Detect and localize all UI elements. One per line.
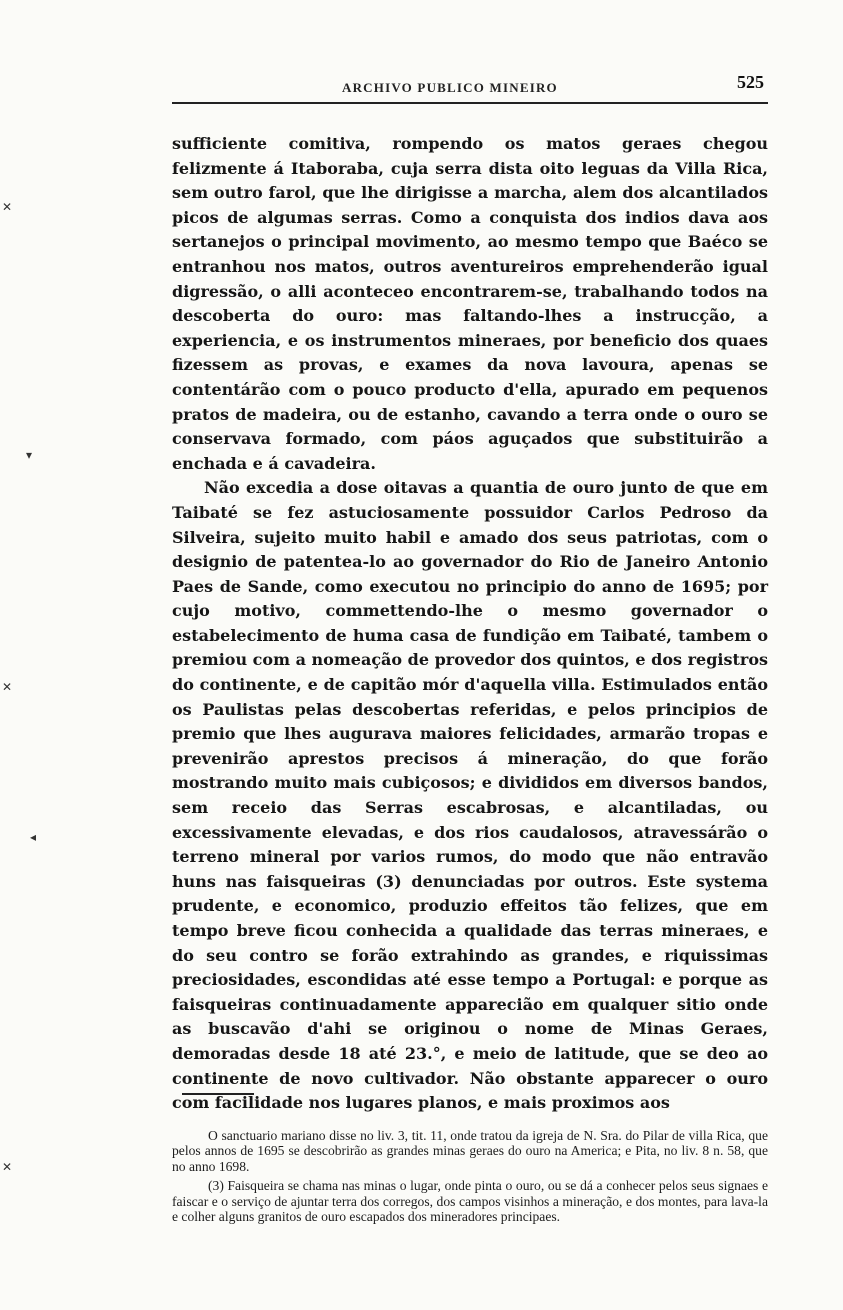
page-header [172, 72, 768, 106]
body-text [172, 132, 768, 1116]
header-rule [172, 102, 768, 104]
running-title: ARCHIVO PUBLICO MINEIRO [342, 80, 558, 95]
footnote-rule [182, 1093, 254, 1095]
margin-mark: ✕ [2, 200, 13, 214]
margin-mark: ✕ [2, 680, 13, 694]
page-number: 525 [737, 72, 764, 92]
paragraph-2: Não excedia a dose oitavas a quantia de ouro junto de que em Taibaté se fez astuciosamente possuidor Carlos Pedroso da Silveira, sujeito muito habil e amado dos seus patriotas, com o designio de patentea-lo ao governador do Rio de Janeiro Antonio Paes de Sande, como executou no principio do anno de 1695; por cujo motivo, commettendo-lhe o mesmo governador o estabelecimento de huma casa de fundição em Taibaté, tambem o premiou com a nomeação de provedor dos quintos, e dos registros do continente, e de capitão mór d'aquella villa. Estimulados então os Paulistas pelas descobertas referidas, e pelos principios de premio que lhes augurava maiores felicidades, armarão tropas e prevenirão aprestos precisos á mineração, do que forão mostrando muito mais cubiçosos; e divididos em diversos bandos, sem receio das Serras escabrosas, e alcantiladas, ou excessivamente elevadas, e dos rios caudalosos, atravessárão o terreno mineral por varios rumos, do modo que não entravão huns nas faisqueiras (3) denunciadas por outros. Este systema prudente, e economico, produzio effeitos tão felizes, que em tempo breve ficou conhecida a qualidade das terras mineraes, e do seu contro se forão extrahindo as grandes, e riquissimas preciosidades, escondidas até esse tempo a Portugal: e porque as faisqueiras continuadamente apparecião em qualquer sitio onde as buscavão d'ahi se originou o nome de Minas Geraes, demoradas desde 18 até 23.°, e meio de latitude, que se deo ao continente de novo cultivador. Não obstante apparecer o ouro com facilidade nos lugares planos, e mais proximos aos [172, 478, 768, 1113]
footnotes [172, 1128, 768, 1228]
margin-mark: ◂ [30, 830, 37, 844]
margin-mark: ✕ [2, 1160, 13, 1174]
footnote-1: O sanctuario mariano disse no liv. 3, tit. 11, onde tratou da igreja de N. Sra. do Pilar de villa Rica, que pelos annos de 1695 se descobrirão as grandes minas geraes do ouro na America; e Pita, no liv. 8 n. 58, que no anno 1698. [172, 1128, 768, 1174]
paragraph-1: sufficiente comitiva, rompendo os matos geraes chegou felizmente á Itaboraba, cuja serra dista oito leguas da Villa Rica, sem outro farol, que lhe dirigisse a marcha, alem dos alcantilados picos de algumas serras. Como a conquista dos indios dava aos sertanejos o principal movimento, ao mesmo tempo que Baéco se entranhou nos matos, outros aventureiros emprehenderão igual digressão, o alli aconteceo encontrarem-se, trabalhando todos na descoberta do ouro: mas faltando-lhes a instrucção, a experiencia, e os instrumentos mineraes, por beneficio dos quaes fizessem as provas, e exames da nova lavoura, apenas se contentárão com o pouco producto d'ella, apurado em pequenos pratos de madeira, ou de estanho, cavando a terra onde o ouro se conservava formado, com páos aguçados que substituirão a enchada e á cavadeira. [172, 134, 768, 473]
margin-mark: ▾ [26, 448, 33, 462]
footnote-3: (3) Faisqueira se chama nas minas o lugar, onde pinta o ouro, ou se dá a conhecer pelos seus signaes e faiscar e o serviço de ajuntar terra dos corregos, dos campos visinhos a mineração, e dos montes, para lava-la e colher alguns granitos de ouro escapados dos mineradores principaes. [172, 1178, 768, 1225]
